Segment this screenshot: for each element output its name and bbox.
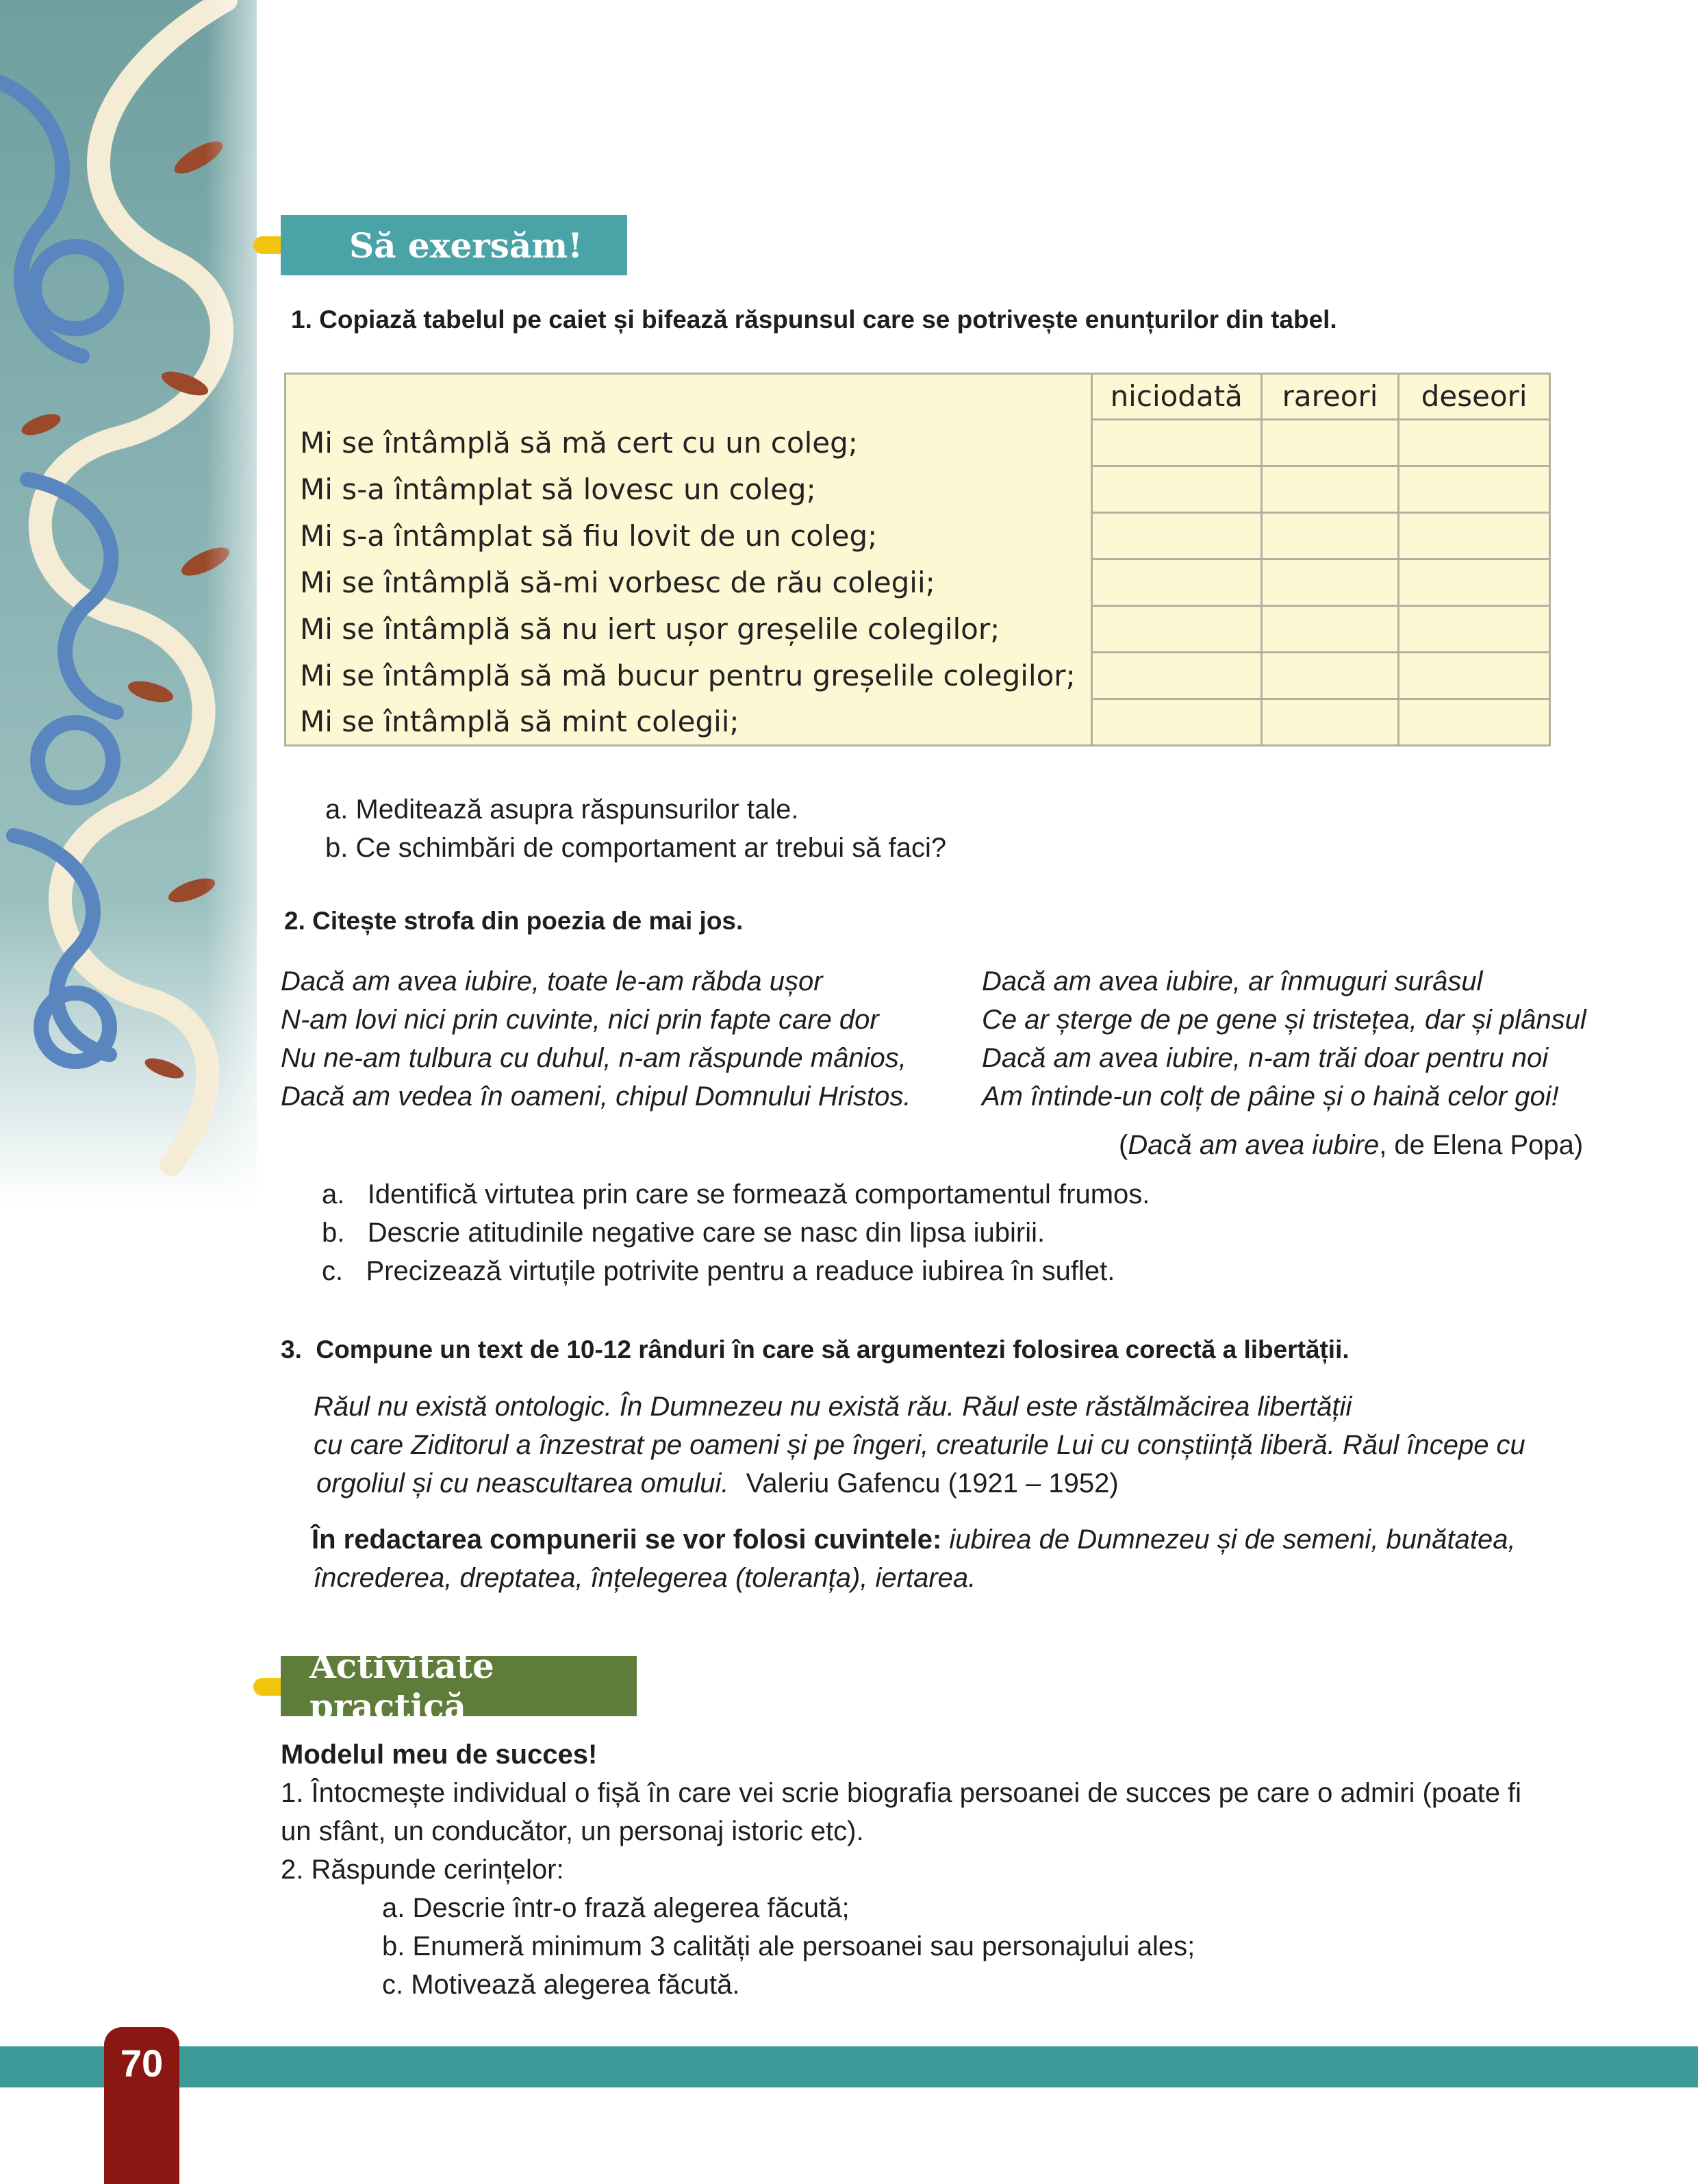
row-statement: Mi s-a întâmplat să fiu lovit de un coleg; xyxy=(286,512,1092,559)
row-statement: Mi se întâmplă să nu iert ușor greșelile colegilor; xyxy=(286,605,1092,652)
checkbox-cell-never[interactable] xyxy=(1091,605,1261,652)
q1-sub-a: a. Meditează asupra răspunsurilor tale. xyxy=(325,794,799,825)
activity-sub-a: a. Descrie într-o frază alegerea făcută; xyxy=(382,1893,850,1923)
quote-author: Valeriu Gafencu (1921 – 1952) xyxy=(746,1468,1119,1498)
table-row xyxy=(286,652,1550,699)
checkbox-cell-often[interactable] xyxy=(1399,559,1550,605)
words-line-1 xyxy=(312,1524,1516,1555)
q1-sub-b: b. Ce schimbări de comportament ar trebui să faci? xyxy=(325,833,947,863)
words-line-2: încrederea, dreptatea, înțelegerea (toleranța), iertarea. xyxy=(314,1563,976,1593)
quote-line: Răul nu există ontologic. În Dumnezeu nu există rău. Răul este răstălmăcirea libertății xyxy=(314,1392,1352,1422)
checkbox-cell-often[interactable] xyxy=(1399,466,1550,512)
quote-last-line xyxy=(316,1468,1119,1499)
table-row xyxy=(286,466,1550,512)
quote-line: orgoliul și cu neascultarea omului. xyxy=(316,1468,729,1498)
checkbox-cell-never[interactable] xyxy=(1091,466,1261,512)
question-1-title: 1. Copiază tabelul pe caiet și bifează răspunsul care se potrivește enunțurilor din tabel. xyxy=(291,305,1337,334)
activity-subtitle: Modelul meu de succes! xyxy=(281,1740,598,1770)
table-row xyxy=(286,512,1550,559)
table-row xyxy=(286,419,1550,466)
checkbox-cell-rarely[interactable] xyxy=(1261,559,1399,605)
checkbox-cell-rarely[interactable] xyxy=(1261,699,1399,745)
footer-bar xyxy=(0,2046,1698,2087)
poem-source-title: Dacă am avea iubire xyxy=(1128,1130,1380,1160)
poem-line: Am întinde-un colț de pâine și o haină celor goi! xyxy=(982,1081,1559,1112)
q2-sub-a: a. Identifică virtutea prin care se formează comportamentul frumos. xyxy=(322,1179,1150,1209)
table-corner-cell xyxy=(286,374,1092,420)
checkbox-cell-never[interactable] xyxy=(1091,419,1261,466)
checkbox-cell-often[interactable] xyxy=(1399,512,1550,559)
poem-source-paren: ( xyxy=(1119,1130,1128,1160)
section-title-activitate xyxy=(281,1646,637,1727)
quote-line: cu care Ziditorul a înzestrat pe oameni și pe îngeri, creaturile Lui cu conștiință liberă. Răul începe cu xyxy=(314,1430,1525,1460)
checkbox-cell-often[interactable] xyxy=(1399,699,1550,745)
checkbox-cell-rarely[interactable] xyxy=(1261,605,1399,652)
q2-sub-c: c. Precizează virtuțile potrivite pentru a readuce iubirea în suflet. xyxy=(322,1256,1115,1286)
poem-left-stanza xyxy=(281,962,911,1116)
checkbox-cell-rarely[interactable] xyxy=(1261,512,1399,559)
question-2-title: 2. Citește strofa din poezia de mai jos. xyxy=(284,907,744,935)
row-statement: Mi s-a întâmplat să lovesc un coleg; xyxy=(286,466,1092,512)
row-statement: Mi se întâmplă să mint colegii; xyxy=(286,699,1092,745)
checkbox-cell-often[interactable] xyxy=(1399,419,1550,466)
checkbox-cell-never[interactable] xyxy=(1091,559,1261,605)
poem-line: Nu ne-am tulbura cu duhul, n-am răspunde mânios, xyxy=(281,1043,907,1073)
checkbox-cell-never[interactable] xyxy=(1091,652,1261,699)
poem-line: N-am lovi nici prin cuvinte, nici prin fapte care dor xyxy=(281,1005,879,1035)
row-statement: Mi se întâmplă să mă bucur pentru greșelile colegilor; xyxy=(286,652,1092,699)
q2-sub-b: b. Descrie atitudinile negative care se nasc din lipsa iubirii. xyxy=(322,1218,1046,1248)
checkbox-cell-never[interactable] xyxy=(1091,512,1261,559)
decorative-ornament-border xyxy=(0,0,257,1205)
poem-line: Dacă am avea iubire, toate le-am răbda ușor xyxy=(281,966,823,996)
poem-line: Dacă am vedea în oameni, chipul Domnului Hristos. xyxy=(281,1081,911,1112)
table-row xyxy=(286,605,1550,652)
table-row xyxy=(286,699,1550,745)
activity-sub-b: b. Enumeră minimum 3 calități ale persoanei sau personajului ales; xyxy=(382,1931,1195,1961)
poem-source xyxy=(1119,1130,1583,1161)
row-statement: Mi se întâmplă să-mi vorbesc de rău colegii; xyxy=(286,559,1092,605)
checkbox-cell-rarely[interactable] xyxy=(1261,466,1399,512)
table-header-row xyxy=(286,374,1550,420)
page-number: 70 xyxy=(120,2042,164,2085)
activity-item-1: 1. Întocmește individual o fișă în care vei scrie biografia persoanei de succes pe care o admiri (poate fi xyxy=(281,1778,1522,1808)
section-title-text: Să exersăm! xyxy=(349,225,583,266)
activity-sub-c: c. Motivează alegerea făcută. xyxy=(382,1970,740,2000)
checkbox-cell-often[interactable] xyxy=(1399,652,1550,699)
words-list: iubirea de Dumnezeu și de semeni, bunătatea, xyxy=(949,1524,1516,1555)
poem-right-stanza xyxy=(982,962,1586,1116)
column-header-rarely: rareori xyxy=(1261,374,1399,420)
checkbox-cell-often[interactable] xyxy=(1399,605,1550,652)
checkbox-cell-rarely[interactable] xyxy=(1261,652,1399,699)
activity-item-2: 2. Răspunde cerințelor: xyxy=(281,1855,564,1885)
activity-item-1-cont: un sfânt, un conducător, un personaj istoric etc). xyxy=(281,1816,864,1846)
table-row xyxy=(286,559,1550,605)
column-header-never: niciodată xyxy=(1091,374,1261,420)
question-3-title: 3. Compune un text de 10-12 rânduri în care să argumentezi folosirea corectă a libertății. xyxy=(281,1335,1349,1364)
poem-line: Ce ar șterge de pe gene și tristețea, dar și plânsul xyxy=(982,1005,1586,1035)
checkbox-cell-never[interactable] xyxy=(1091,699,1261,745)
poem-line: Dacă am avea iubire, ar înmuguri surâsul xyxy=(982,966,1483,996)
checkbox-cell-rarely[interactable] xyxy=(1261,419,1399,466)
row-statement: Mi se întâmplă să mă cert cu un coleg; xyxy=(286,419,1092,466)
section-title-exersam xyxy=(281,215,627,275)
column-header-often: deseori xyxy=(1399,374,1550,420)
survey-table xyxy=(284,373,1551,746)
poem-source-author: , de Elena Popa) xyxy=(1379,1130,1584,1160)
words-label: În redactarea compunerii se vor folosi cuvintele: xyxy=(312,1524,942,1555)
poem-line: Dacă am avea iubire, n-am trăi doar pentru noi xyxy=(982,1043,1549,1073)
section-title-text: Activitate practică xyxy=(309,1646,494,1727)
